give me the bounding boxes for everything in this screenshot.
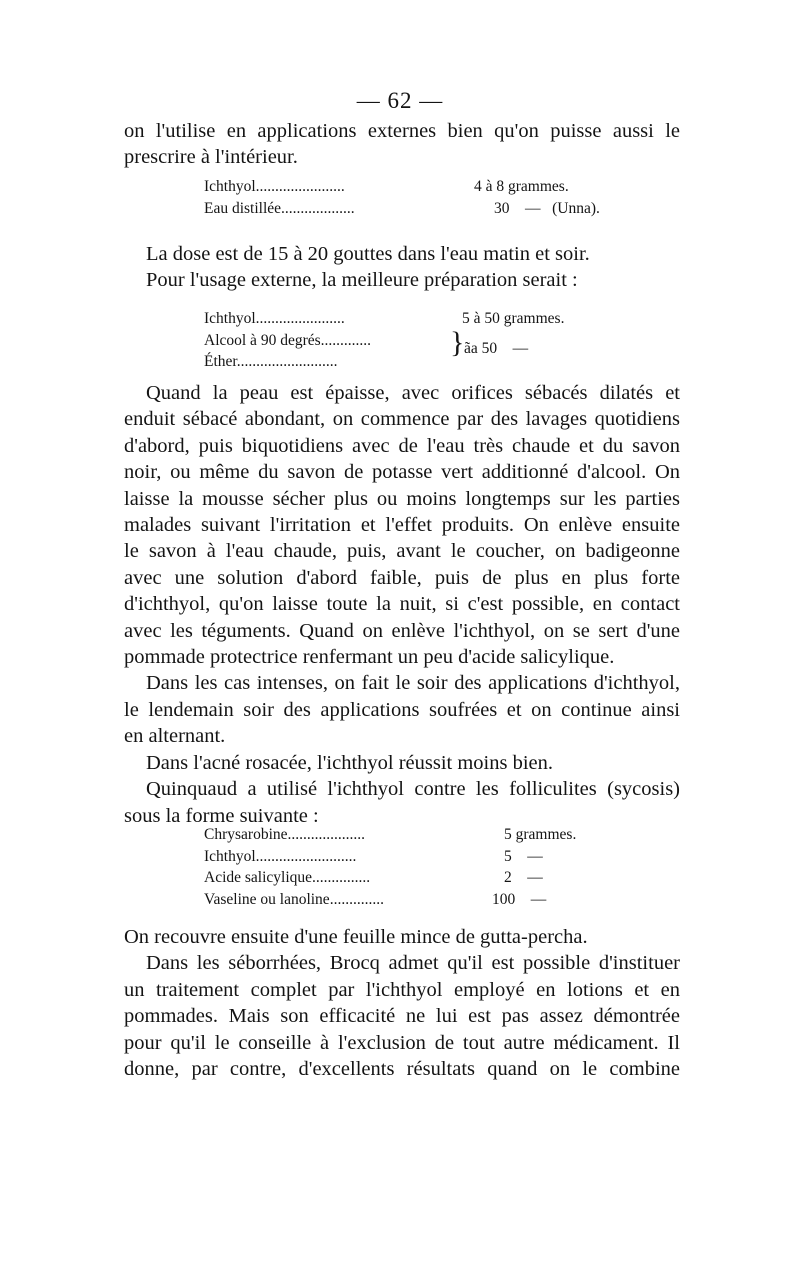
recipe-quantity: 30 — (Unna). — [494, 199, 600, 217]
text-line: Dans les séborrhées, Brocq admet qu'il est possible d'instituer — [146, 952, 680, 975]
text-line: enduit sébacé abondant, on commence par des lavages quotidiens — [124, 408, 680, 431]
paragraph-dose — [124, 241, 680, 294]
recipe-quantity: 2 — — [504, 869, 543, 886]
recipe-shared-quantity: ãa 50 — — [464, 340, 529, 357]
recipe-row — [204, 351, 664, 373]
recipe-ingredient: Ichthyol....................... — [204, 178, 345, 195]
text-line: pommade protectrice renfermant un peu d'acide salicylique. — [124, 646, 615, 669]
recipe-ingredient: Eau distillée................... — [204, 199, 355, 217]
text-line: Quand la peau est épaisse, avec orifices sébacés dilatés et — [146, 382, 680, 404]
recipe-row — [204, 824, 664, 846]
text-line: le lendemain soir des applications soufrées et on continue ainsi — [124, 698, 680, 721]
recipe-quantity: 5 grammes. — [504, 826, 577, 843]
recipe-unna — [204, 176, 664, 219]
text-line: Dans l'acné rosacée, l'ichthyol réussit moins bien. — [146, 751, 554, 774]
text-line: On recouvre ensuite d'une feuille mince de gutta-percha. — [124, 926, 588, 948]
recipe-quantity: 5 — — [504, 847, 543, 865]
text-line: pommades. Mais son efficacité ne lui est pas assez démontrée — [124, 1005, 680, 1028]
text-line: noir, ou même du savon de potasse vert additionné d'alcool. On — [124, 461, 680, 484]
text-line: donne, par contre, d'excellents résultats quand on le combine — [124, 1058, 680, 1081]
recipe-ingredient: Éther.......................... — [204, 353, 338, 370]
text-line: laisse la mousse sécher plus ou moins longtemps sur les parties — [124, 487, 680, 510]
paragraph-treatment — [124, 380, 680, 829]
recipe-row — [204, 889, 664, 911]
text-line: prescrire à l'intérieur. — [124, 146, 298, 169]
recipe-quantity: 4 à 8 grammes. — [474, 178, 569, 195]
text-line: Quinquaud a utilisé l'ichthyol contre les folliculites (sycosis) — [146, 778, 680, 801]
brace-symbol: } — [450, 326, 465, 359]
recipe-external — [204, 308, 664, 373]
recipe-ingredient: Acide salicylique............... — [204, 869, 371, 886]
text-line: pour qu'il le conseille à l'exclusion de tout autre médicament. Il — [124, 1031, 680, 1054]
recipe-quantity: 100 — — [492, 890, 547, 908]
text-line: sous la forme suivante : — [124, 804, 319, 827]
recipe-ingredient: Alcool à 90 degrés............. — [204, 331, 372, 349]
text-line: avec les téguments. Quand on enlève l'ichthyol, on se sert d'une — [124, 619, 680, 642]
text-line: Dans les cas intenses, on fait le soir des applications d'ichthyol, — [146, 672, 680, 695]
recipe-quantity: 5 à 50 grammes. — [462, 310, 565, 327]
recipe-row — [204, 330, 664, 352]
recipe-row — [204, 198, 664, 220]
text-line: en alternant. — [124, 725, 226, 748]
text-line: malades suivant l'irritation et l'effet produits. On enlève ensuite — [124, 514, 680, 537]
text-line: le savon à l'eau chaude, puis, avant le coucher, on badigeonne — [124, 540, 680, 563]
paragraph-intro — [124, 118, 680, 171]
recipe-ingredient: Ichthyol....................... — [204, 310, 345, 327]
recipe-row — [204, 867, 664, 889]
recipe-row — [204, 846, 664, 868]
text-line: Pour l'usage externe, la meilleure préparation serait : — [146, 269, 578, 292]
text-line: avec une solution d'abord faible, puis de plus en plus forte — [124, 566, 680, 589]
text-line: on l'utilise en applications externes bien qu'on puisse aussi le — [124, 120, 680, 142]
text-line: d'ichthyol, qu'on laisse toute la nuit, si c'est possible, en contact — [124, 593, 680, 616]
page-number: — 62 — — [356, 88, 444, 113]
paragraph-seborrhees — [124, 924, 680, 1082]
text-line: La dose est de 15 à 20 gouttes dans l'eau matin et soir. — [146, 243, 590, 265]
recipe-row — [204, 308, 664, 330]
recipe-ingredient: Vaseline ou lanoline.............. — [204, 890, 384, 908]
recipe-row — [204, 176, 664, 198]
recipe-quinquaud — [204, 824, 664, 910]
recipe-ingredient: Chrysarobine.................... — [204, 826, 366, 843]
recipe-ingredient: Ichthyol.......................... — [204, 847, 357, 865]
text-line: d'abord, puis biquotidiens avec de l'eau très chaude et du savon — [124, 434, 680, 457]
text-line: un traitement complet par l'ichthyol employé en lotions et en — [124, 978, 680, 1001]
